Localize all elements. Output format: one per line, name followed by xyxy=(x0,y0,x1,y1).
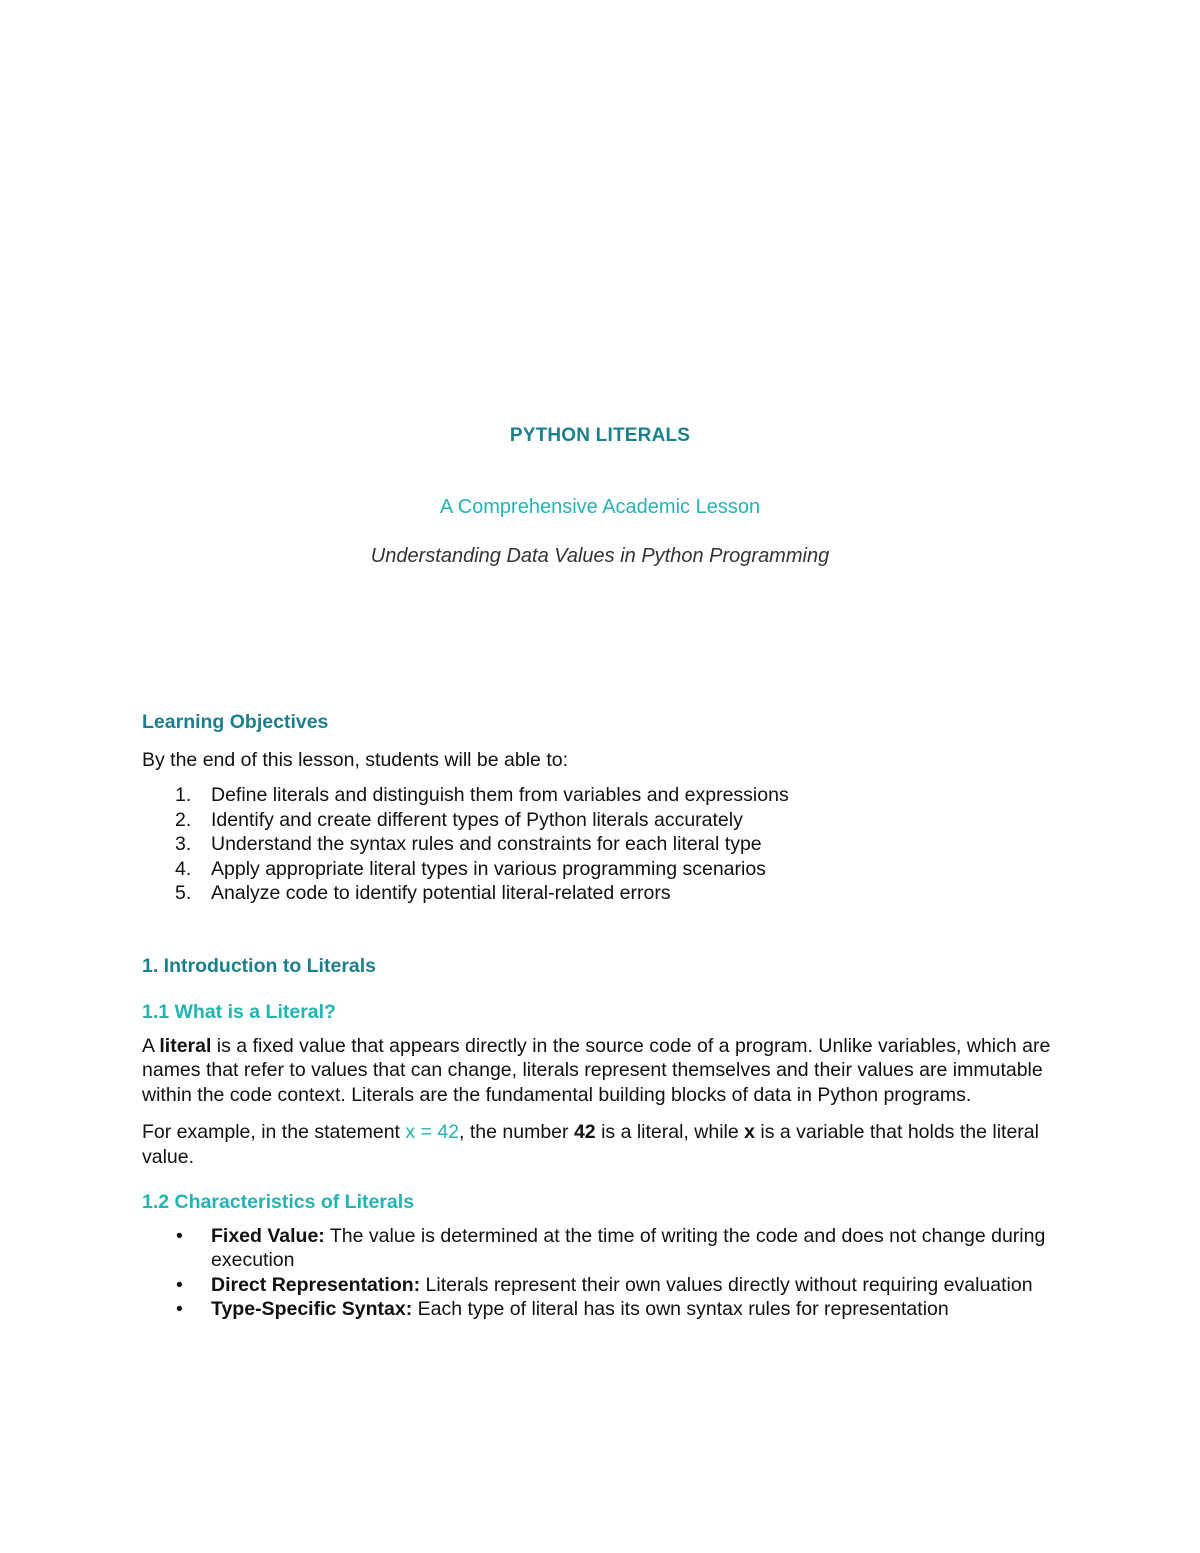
characteristics-list xyxy=(142,1224,1062,1322)
text-run: , the number xyxy=(459,1121,574,1143)
list-item xyxy=(142,881,1062,906)
item-text: The value is determined at the time of writing the code and does not change during execution xyxy=(211,1224,1046,1271)
list-item-text: Define literals and distinguish them from variables and expressions xyxy=(211,784,789,806)
text-run: For example, in the statement xyxy=(142,1121,406,1143)
list-item xyxy=(142,857,1062,882)
document-subtitle: A Comprehensive Academic Lesson xyxy=(439,496,761,518)
document-tagline: Understanding Data Values in Python Programming xyxy=(370,545,830,567)
item-label: Fixed Value: xyxy=(211,1224,325,1247)
objectives-list xyxy=(142,783,1062,906)
bold-term: x xyxy=(744,1121,755,1143)
text-run: A xyxy=(142,1034,160,1057)
learning-objectives-heading: Learning Objectives xyxy=(142,711,329,733)
list-item-text: Identify and create different types of Python literals accurately xyxy=(211,808,743,831)
section-1-heading: 1. Introduction to Literals xyxy=(142,954,377,977)
objectives-intro: By the end of this lesson, students will be able to: xyxy=(142,748,569,771)
list-number: 1. xyxy=(175,784,192,806)
bullet-icon: • xyxy=(176,1298,183,1320)
list-item-text: Apply appropriate literal types in various programming scenarios xyxy=(211,857,766,880)
list-item-text: Analyze code to identify potential literal-related errors xyxy=(211,882,671,904)
bold-term: 42 xyxy=(573,1121,596,1143)
document-title: PYTHON LITERALS xyxy=(509,425,691,446)
list-item xyxy=(142,1297,1062,1322)
list-item xyxy=(142,1273,1062,1298)
item-text: Each type of literal has its own syntax rules for representation xyxy=(412,1298,949,1320)
item-text: Literals represent their own values directly without requiring evaluation xyxy=(420,1273,1033,1296)
section-1-2-heading: 1.2 Characteristics of Literals xyxy=(142,1191,415,1213)
text-run: is a literal, while xyxy=(595,1121,745,1143)
bold-term-literal: literal xyxy=(159,1034,212,1057)
text-run: is a fixed value that appears directly in the source code of a program. Unlike variables, which are names that refer to values that can change, literals represent themselves and their values are immutable within the code context. Literals are the fundamental building blocks of data in Python programs. xyxy=(142,1034,1051,1106)
list-number: 4. xyxy=(175,857,192,880)
literal-definition-paragraph xyxy=(142,1034,1062,1108)
text-run: is a variable that holds the literal value. xyxy=(142,1121,1039,1168)
list-item xyxy=(142,808,1062,833)
list-number: 5. xyxy=(175,882,192,904)
list-item xyxy=(142,832,1062,857)
item-label: Type-Specific Syntax: xyxy=(211,1298,413,1320)
section-1-1-heading: 1.1 What is a Literal? xyxy=(142,1001,336,1023)
list-number: 2. xyxy=(175,808,192,831)
list-number: 3. xyxy=(175,833,192,855)
bullet-icon: • xyxy=(176,1273,183,1296)
list-item-text: Understand the syntax rules and constraints for each literal type xyxy=(211,833,762,855)
item-label: Direct Representation: xyxy=(211,1273,421,1296)
bullet-icon: • xyxy=(176,1224,183,1247)
document-body xyxy=(142,710,1062,1322)
example-paragraph xyxy=(142,1120,1062,1169)
inline-code: x = 42 xyxy=(405,1121,460,1143)
list-item xyxy=(142,783,1062,808)
list-item xyxy=(142,1224,1062,1273)
